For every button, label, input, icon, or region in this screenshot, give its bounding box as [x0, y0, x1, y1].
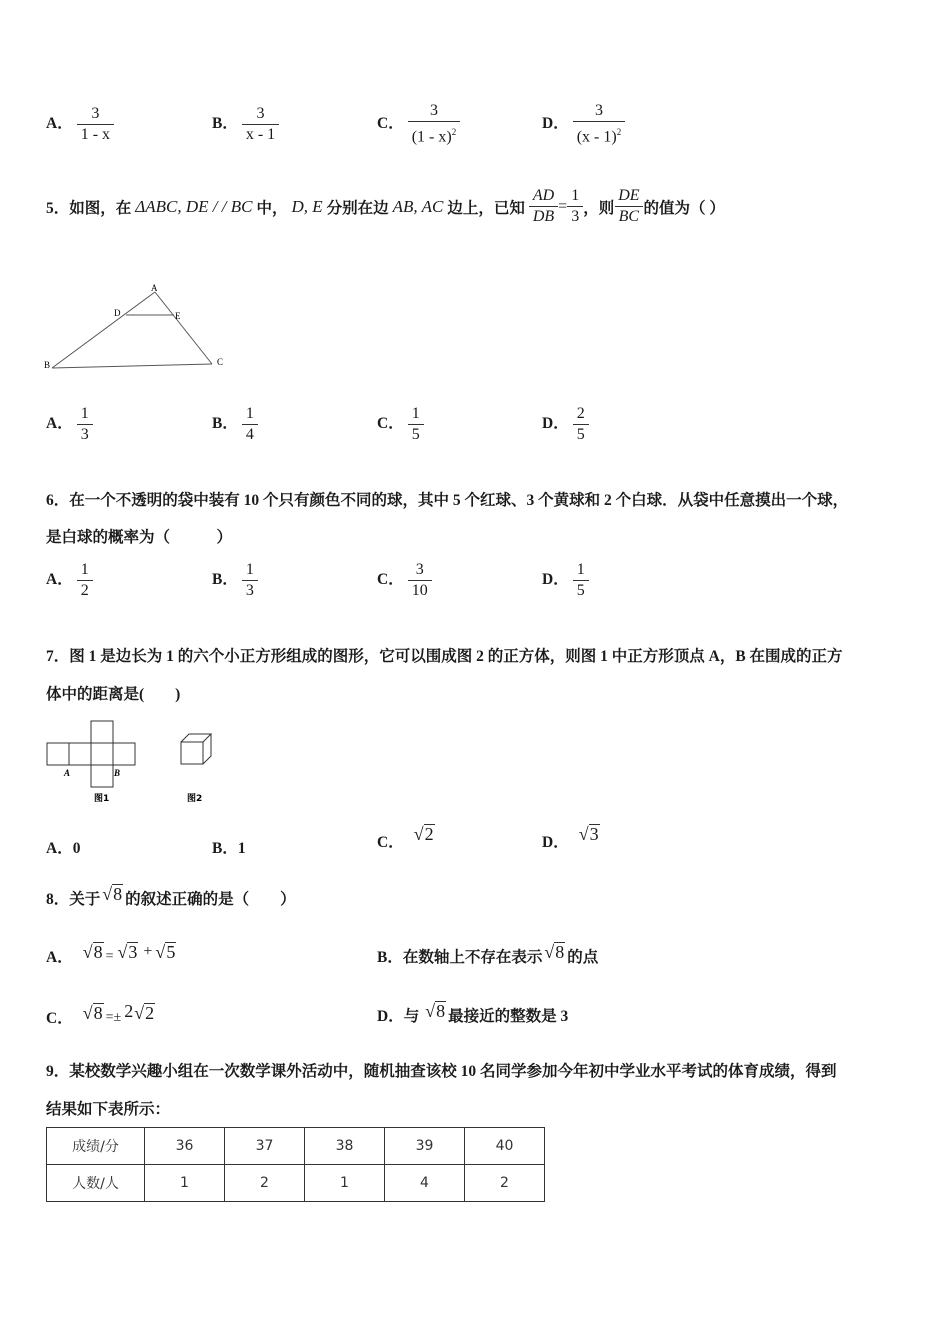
q9-stem-line2: 结果如下表所示：: [46, 1101, 171, 1118]
score-table: [46, 1127, 545, 1202]
q6-option-b[interactable]: B． $\frac{1}{3}$: [212, 560, 258, 601]
vertex-c-label: C: [217, 357, 224, 367]
fraction: $\frac{1}{5}$: [408, 404, 424, 445]
table-cell: 4: [385, 1165, 465, 1202]
table-cell: 1: [145, 1165, 225, 1202]
fig2-caption: 图2: [187, 794, 203, 804]
table-header-cell: 成绩/分: [47, 1128, 145, 1165]
q5-option-c[interactable]: C． $\frac{1}{5}$: [377, 404, 424, 445]
q7-option-b[interactable]: B．1: [212, 840, 246, 857]
q5-option-b[interactable]: B． $\frac{1}{4}$: [212, 404, 258, 445]
vertex-b-label: B: [44, 360, 51, 370]
table-cell: 40: [465, 1128, 545, 1165]
fig1-caption: 图1: [94, 794, 110, 804]
sqrt: √ 2: [413, 824, 434, 844]
option-label: D．: [542, 114, 569, 132]
q8-option-d[interactable]: D． 与 √ 8 最接近的整数是 3: [377, 1001, 569, 1025]
vertex-d-label: D: [114, 308, 121, 318]
option-label: C．: [377, 114, 404, 132]
table-cell: 36: [145, 1128, 225, 1165]
table-cell: 37: [225, 1128, 305, 1165]
table-cell: 1: [305, 1165, 385, 1202]
cube-net-figures: [40, 712, 230, 812]
q6-stem-line2: 是白球的概率为（ ）: [46, 529, 233, 546]
table-cell: 39: [385, 1128, 465, 1165]
q6-option-c[interactable]: C． $\frac{3}{10}$: [377, 560, 432, 601]
table-header-cell: 人数/人: [47, 1165, 145, 1202]
net-point-b-label: B: [114, 768, 121, 778]
q5-option-d[interactable]: D． $\frac{2}{5}$: [542, 404, 589, 445]
table-cell: 38: [305, 1128, 385, 1165]
q4-option-a[interactable]: [46, 104, 114, 145]
fraction: $\frac{1}{3}$: [242, 560, 258, 601]
fraction: $\frac{3}{(x - 1)^2}$: [573, 101, 625, 147]
table-row: [47, 1165, 545, 1202]
q8-option-b[interactable]: B． 在数轴上不存在表示 √ 8 的点: [377, 942, 599, 966]
q7-option-a[interactable]: A．0: [46, 840, 81, 857]
q6-option-a[interactable]: A． $\frac{1}{2}$: [46, 560, 93, 601]
q8-stem: 8．关于 √ 8 的叙述正确的是（ ）: [46, 884, 296, 908]
q6-stem-line1: 6．在一个不透明的袋中装有 10 个只有颜色不同的球，其中 5 个红球、3 个黄球和 2 个白球．从袋中任意摸出一个球，: [46, 492, 849, 509]
option-label: A．: [46, 115, 73, 133]
q7-stem-line2: 体中的距离是( ): [46, 686, 181, 703]
vertex-a-label: A: [151, 283, 158, 293]
q8-option-a[interactable]: A． √ 8 = √ 3 + √ 5: [46, 942, 176, 966]
fraction: $\frac{3}{10}$: [408, 560, 432, 601]
table-cell: 2: [465, 1165, 545, 1202]
q8-option-c[interactable]: C． √ 8 =± 2 √ 2: [46, 1001, 155, 1027]
q6-option-d[interactable]: D． $\frac{1}{5}$: [542, 560, 589, 601]
triangle-figure: [40, 280, 240, 380]
q5-option-a[interactable]: A． $\frac{1}{3}$: [46, 404, 93, 445]
vertex-e-label: E: [175, 311, 181, 321]
option-label: B．: [212, 115, 238, 133]
sqrt: √ 3: [578, 824, 599, 844]
net-point-a-label: A: [64, 768, 71, 778]
fraction: $\frac{1}{2}$: [77, 560, 93, 601]
fraction: $\frac{1}{5}$: [573, 560, 589, 601]
table-cell: 2: [225, 1165, 305, 1202]
q4-option-b[interactable]: [212, 104, 279, 145]
table-row: [47, 1128, 545, 1165]
fraction: $\frac{3}{x - 1}$: [242, 104, 279, 145]
q7-option-c[interactable]: C． √ 2: [377, 824, 434, 851]
fraction: $\frac{1}{4}$: [242, 404, 258, 445]
cube-icon: [181, 734, 211, 764]
fraction: $\frac{3}{1 - x}$: [77, 104, 114, 145]
q7-option-d[interactable]: D． √ 3: [542, 824, 599, 851]
q7-stem-line1: 7．图 1 是边长为 1 的六个小正方形组成的图形，它可以围成图 2 的正方体，则图 1 中正方形顶点 A，B 在围成的正方: [46, 648, 843, 665]
fraction: $\frac{3}{(1 - x)^2}$: [408, 101, 460, 147]
fraction: $\frac{1}{3}$: [77, 404, 93, 445]
q5-stem: 5．如图，在 ΔABC, DE / / BC 中， D, E 分别在边 AB, AC 边上，已知 $\frac{AD}{DB}$ = $\frac{1}{3}$ ，则 $\frac{DE}{BC}$ 的值为（ ）: [46, 187, 725, 225]
q9-stem-line1: 9．某校数学兴趣小组在一次数学课外活动中，随机抽查该校 10 名同学参加今年初中学业水平考试的体育成绩，得到: [46, 1063, 837, 1080]
fraction: $\frac{2}{5}$: [573, 404, 589, 445]
q4-option-c[interactable]: [377, 101, 460, 147]
q4-option-d[interactable]: [542, 101, 625, 147]
